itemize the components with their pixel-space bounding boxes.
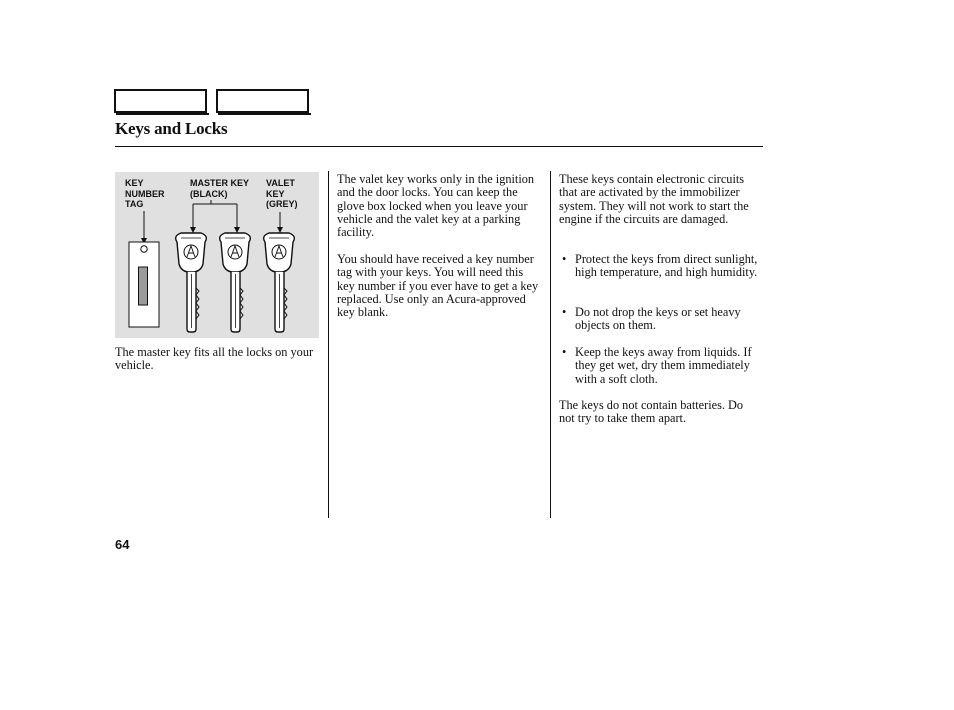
bullet-item bbox=[562, 346, 762, 386]
bullet-dot: • bbox=[562, 345, 567, 359]
master-key-icon bbox=[220, 233, 251, 332]
master-key-icon bbox=[176, 233, 207, 332]
bullet-item bbox=[562, 253, 762, 293]
keys-drawing bbox=[115, 172, 319, 338]
label-valet-key: VALET KEY (GREY) bbox=[266, 178, 298, 209]
label-key-number-tag: KEY NUMBER TAG bbox=[125, 178, 165, 209]
key-number-tag bbox=[129, 242, 159, 327]
master-key-caption: The master key fits all the locks on your vehicle. bbox=[115, 345, 314, 373]
bullet-dot: • bbox=[562, 305, 567, 319]
page-number: 64 bbox=[115, 537, 130, 552]
bullet-dot: • bbox=[562, 252, 567, 266]
nav-tab-1[interactable] bbox=[114, 89, 207, 113]
immobilizer-paragraph: These keys contain electronic circuits that are activated by the immobilizer system. They will not work to start the engine if the circuits are damaged. bbox=[559, 172, 749, 226]
nav-tab-2[interactable] bbox=[216, 89, 309, 113]
title-divider bbox=[115, 146, 763, 147]
bullet-text: Do not drop the keys or set heavy objects on them. bbox=[575, 305, 741, 333]
battery-paragraph: The keys do not contain batteries. Do not try to take them apart. bbox=[559, 398, 744, 426]
label-master-key: MASTER KEY (BLACK) bbox=[190, 178, 250, 199]
bullet-text: Keep the keys away from liquids. If they get wet, dry them immediately with a soft cloth. bbox=[575, 345, 752, 386]
page-title: Keys and Locks bbox=[115, 119, 228, 138]
bullet-text: Protect the keys from direct sunlight, high temperature, and high humidity. bbox=[575, 252, 758, 280]
column-divider-2 bbox=[550, 171, 551, 518]
bullet-item bbox=[562, 306, 762, 334]
valet-key-icon bbox=[264, 233, 295, 332]
keys-illustration bbox=[115, 172, 319, 338]
key-number-paragraph: You should have received a key number tag with your keys. You will need this key number if you ever have to get a key replaced. Use only an Acura-approved key blank. bbox=[337, 252, 539, 320]
column-divider-1 bbox=[328, 171, 329, 518]
valet-key-paragraph: The valet key works only in the ignition and the door locks. You can keep the glove box locked when you leave your vehicle and the valet key at a parking facility. bbox=[337, 172, 535, 240]
